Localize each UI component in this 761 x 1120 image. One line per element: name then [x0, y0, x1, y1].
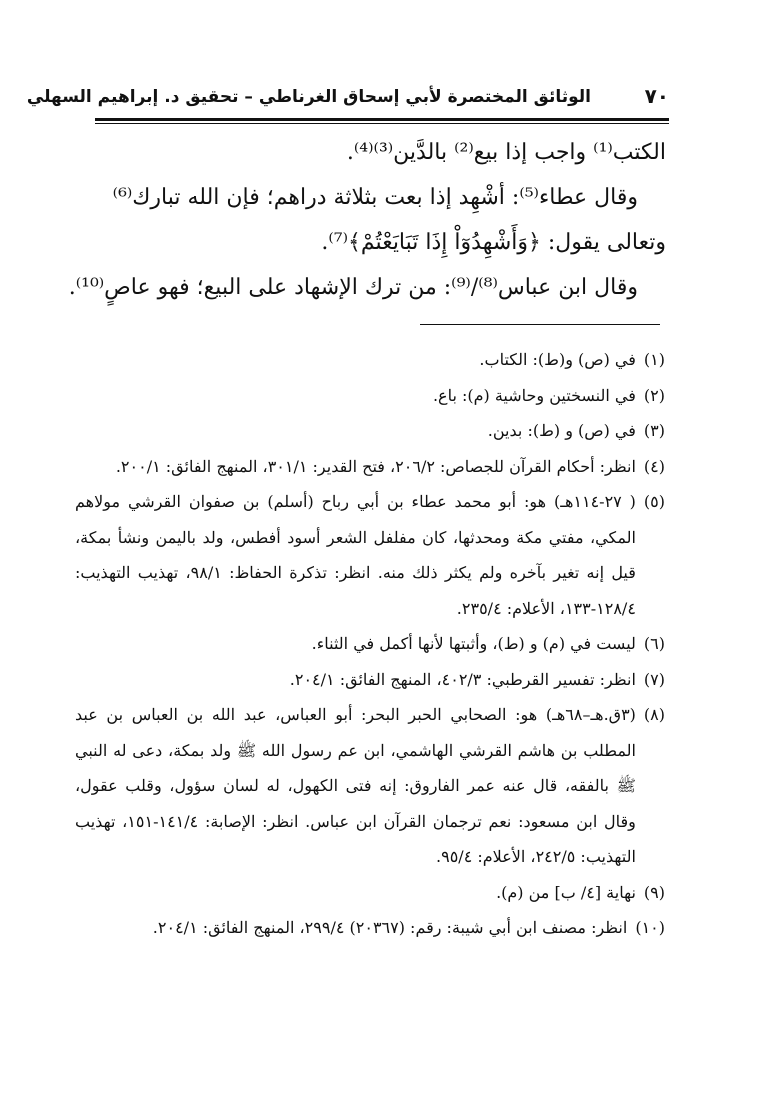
footnote	[75, 875, 665, 911]
body-line: وتعالى يقول: ﴿وَأَشْهِدُوٓاْ إِذَا تَبَايَعْتُمْ﴾⁽⁷⁾.	[321, 230, 666, 255]
footnote-number: (٤)	[643, 456, 665, 476]
footnote	[75, 413, 665, 449]
footnote	[75, 484, 665, 626]
footnote	[75, 662, 665, 698]
footnote-number: (٥)	[643, 492, 665, 511]
header-rule	[95, 118, 669, 121]
footnote-number: (٩)	[643, 882, 665, 902]
footnote	[75, 449, 665, 485]
footnote-text: نهاية [٤/ ب] من (م).	[496, 882, 636, 902]
footnote-number: (١٠)	[635, 918, 665, 937]
footnote-text: في (ص) و(ط): الكتاب.	[479, 350, 636, 369]
footnote-number: (٣)	[643, 421, 665, 440]
footnote-text: ليست في (م) و (ط)، وأثبتها لأنها أكمل في الثناء.	[311, 634, 636, 653]
footnote-number: (١)	[643, 350, 665, 369]
footnote-text: ( ٢٧-١١٤هـ) هو: أبو محمد عطاء بن أبي رباح (أسلم) بن صفوان القرشي مولاهم المكي، مفتي مكة ومحدثها، كان مفلفل الشعر أسود أفطس، ولد باليمن ونشأ بمكة، قيل إنه تغير بآخره ولم يكثر ذلك منه. انظر: تذكرة الحفاظ: ٩٨/١، تهذيب التهذيب: ١٢٨/٤-١٣٣، الأعلام: ٢٣٥/٤.	[75, 492, 636, 618]
footnote-separator	[420, 324, 660, 325]
footnote-text: انظر: مصنف ابن أبي شيبة: رقم: (٢٠٣٦٧) ٢٩٩/٤، المنهج الفائق: ٢٠٤/١.	[152, 918, 628, 937]
footnote-number: (٢)	[643, 385, 665, 405]
footnote-text: (٣ق.هـ–٦٨هـ) هو: الصحابي الحبر البحر: أبو العباس، عبد الله بن العباس بن عبد المطلب بن هاشم القرشي الهاشمي، ابن عم رسول الله ﷺ ولد بمكة، دعى له النبي ﷺ بالفقه، قال عنه عمر الفاروق: إنه فتى الكهول، له لسان سؤول، وقلب عقول، وقال ابن مسعود: نعم ترجمان القرآن ابن عباس. انظر: الإصابة: ١٤١/٤-١٥١، تهذيب التهذيب: ٢٤٢/٥، الأعلام: ٩٥/٤.	[75, 705, 636, 866]
body-line: وقال عطاء⁽⁵⁾: أشْهِد إذا بعت بثلاثة دراهم؛ فإن الله تبارك⁽⁶⁾	[112, 185, 638, 210]
footnote	[75, 626, 665, 662]
page-header	[26, 84, 669, 120]
footnote-text: في (ص) و (ط): بدين.	[487, 421, 636, 440]
body-line: وقال ابن عباس⁽⁸⁾/⁽⁹⁾: من ترك الإشهاد على البيع؛ فهو عاصٍ⁽¹⁰⁾.	[68, 275, 638, 300]
footnote-text: انظر: تفسير القرطبي: ٤٠٢/٣، المنهج الفائق: ٢٠٤/١.	[289, 669, 636, 689]
footnote-number: (٨)	[643, 705, 665, 724]
main-text	[68, 130, 666, 310]
running-title: الوثائق المختصرة لأبي إسحاق الغرناطي – تحقيق د. إبراهيم السهلي	[26, 87, 591, 107]
footnote-number: (٦)	[643, 634, 665, 653]
footnote	[75, 342, 665, 378]
footnotes	[75, 342, 665, 946]
footnote-number: (٧)	[643, 669, 665, 689]
footnote-text: انظر: أحكام القرآن للجصاص: ٢٠٦/٢، فتح القدير: ٣٠١/١، المنهج الفائق: ٢٠٠/١.	[115, 456, 636, 476]
footnote	[75, 378, 665, 414]
header-rule-thin	[95, 123, 669, 124]
footnote	[75, 697, 665, 875]
footnote	[75, 910, 665, 946]
page-number: ٧٠	[644, 84, 669, 108]
body-line: الكتب⁽¹⁾ واجب إذا بيع⁽²⁾ بالدَّين⁽³⁾⁽⁴⁾.	[346, 140, 666, 165]
footnote-text: في النسختين وحاشية (م): باع.	[432, 385, 636, 405]
